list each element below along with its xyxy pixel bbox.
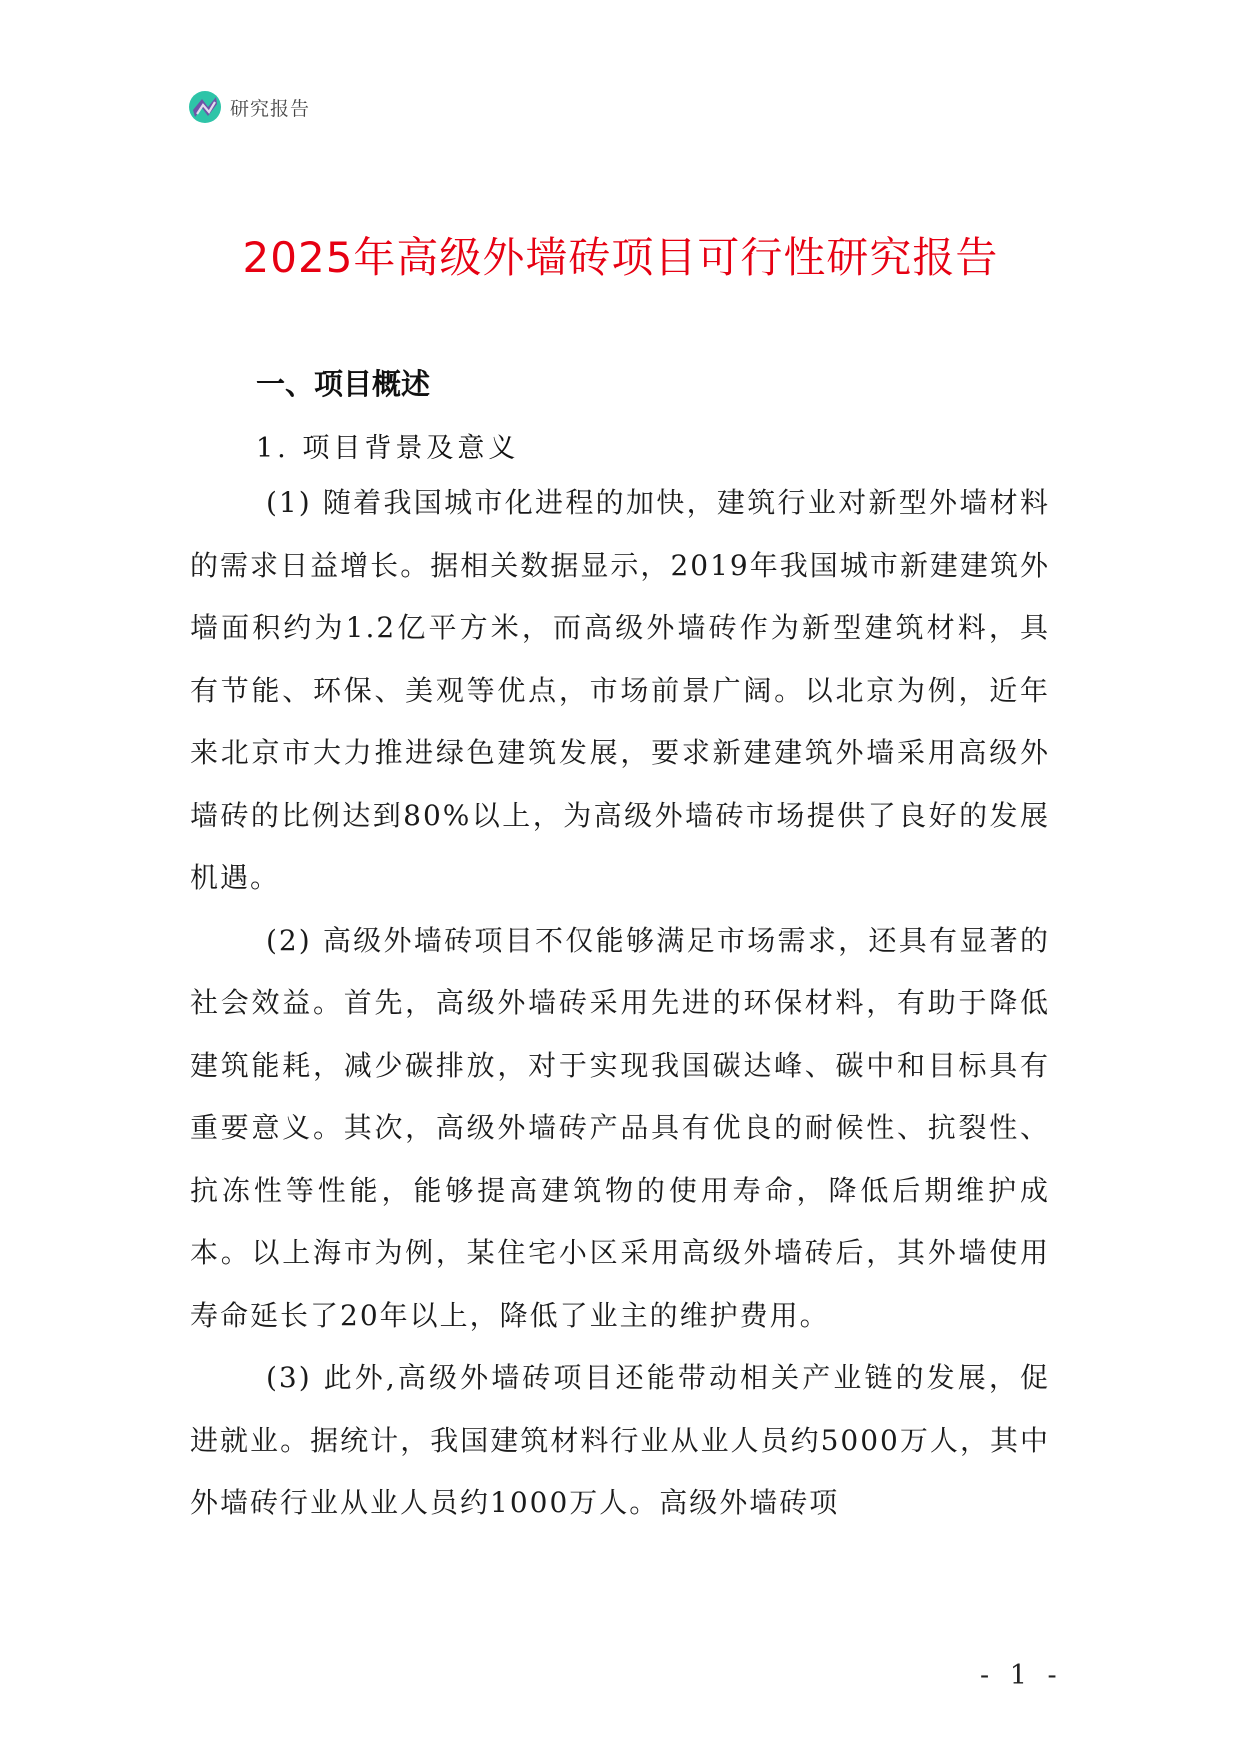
paragraph-1: (1) 随着我国城市化进程的加快，建筑行业对新型外墙材料的需求日益增长。据相关数据显示，2019年我国城市新建建筑外墙面积约为1.2亿平方米，而高级外墙砖作为新型建筑材料，具有节能、环保、美观等优点，市场前景广阔。以北京为例，近年来北京市大力推进绿色建筑发展，要求新建建筑外墙采用高级外墙砖的比例达到80%以上，为高级外墙砖市场提供了良好的发展机遇。 [190,486,1050,894]
header-label: 研究报告 [230,97,311,120]
page-header [188,90,310,124]
paragraph-2: (2) 高级外墙砖项目不仅能够满足市场需求，还具有显著的社会效益。首先，高级外墙砖采用先进的环保材料，有助于降低建筑能耗，减少碳排放，对于实现我国碳达峰、碳中和目标具有重要意义。其次，高级外墙砖产品具有优良的耐候性、抗裂性、抗冻性等性能，能够提高建筑物的使用寿命，降低后期维护成本。以上海市为例，某住宅小区采用高级外墙砖后，其外墙使用寿命延长了20年以上，降低了业主的维护费用。 [190,923,1050,1332]
page-number: - 1 - [980,1660,1063,1691]
section-heading: 一、项目概述 [256,367,431,401]
logo-icon [188,90,222,124]
document-title: 2025年高级外墙砖项目可行性研究报告 [242,233,999,282]
body-text [190,472,1050,1535]
subsection-heading: 1. 项目背景及意义 [256,433,520,464]
paragraph-3: (3) 此外,高级外墙砖项目还能带动相关产业链的发展，促进就业。据统计，我国建筑材料行业从业人员约5000万人，其中外墙砖行业从业人员约1000万人。高级外墙砖项 [190,1361,1050,1519]
